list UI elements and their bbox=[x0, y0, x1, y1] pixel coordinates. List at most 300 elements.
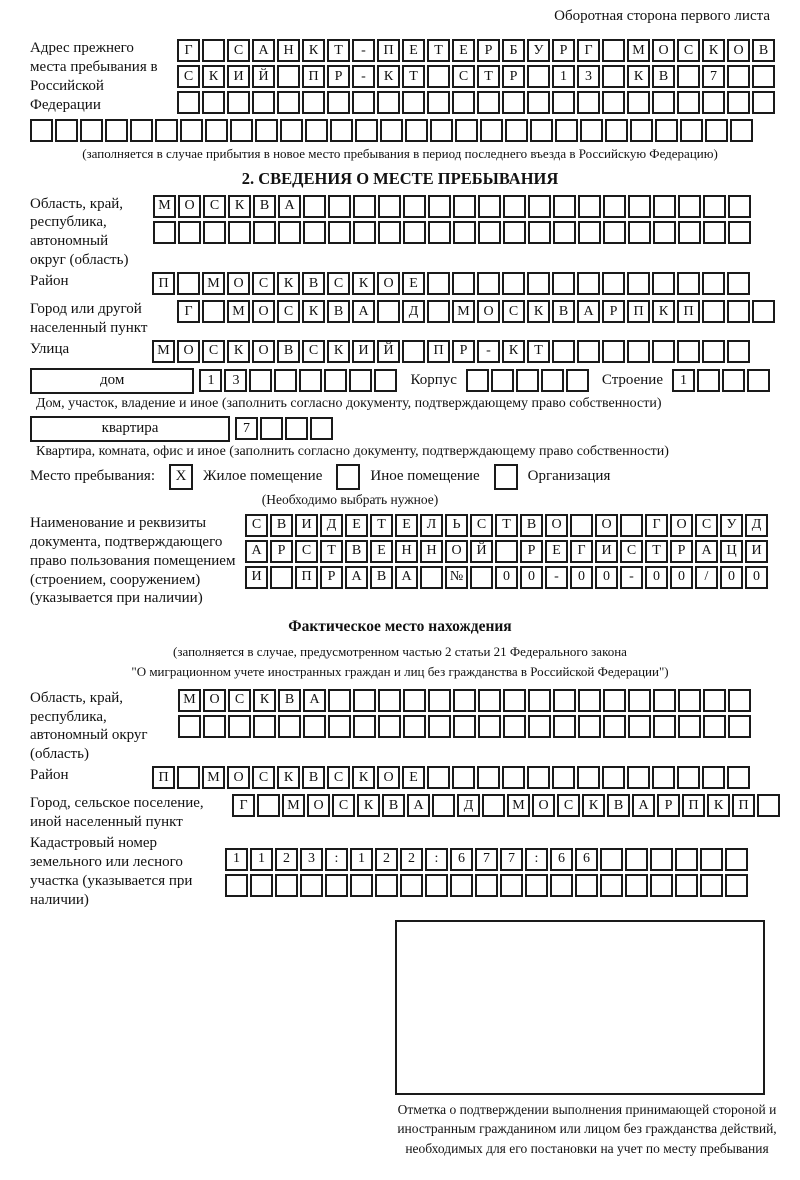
char-cell[interactable] bbox=[453, 715, 476, 738]
char-cell[interactable] bbox=[55, 119, 78, 142]
char-cell[interactable]: О bbox=[377, 766, 400, 789]
char-cell[interactable]: С bbox=[295, 540, 318, 563]
char-cell[interactable] bbox=[603, 689, 626, 712]
char-cell[interactable]: Е bbox=[545, 540, 568, 563]
char-cell[interactable] bbox=[257, 794, 280, 817]
char-cell[interactable] bbox=[378, 195, 401, 218]
char-cell[interactable] bbox=[353, 195, 376, 218]
char-cell[interactable] bbox=[605, 119, 628, 142]
char-cell[interactable]: К bbox=[227, 340, 250, 363]
char-cell[interactable]: Р bbox=[552, 39, 575, 62]
char-cell[interactable]: В bbox=[253, 195, 276, 218]
char-cell[interactable]: Д bbox=[457, 794, 480, 817]
char-cell[interactable]: Б bbox=[502, 39, 525, 62]
char-cell[interactable] bbox=[555, 119, 578, 142]
char-cell[interactable]: С bbox=[228, 689, 251, 712]
char-cell[interactable]: Ь bbox=[445, 514, 468, 537]
char-cell[interactable]: Н bbox=[277, 39, 300, 62]
char-cell[interactable]: П bbox=[302, 65, 325, 88]
char-cell[interactable]: С bbox=[327, 766, 350, 789]
char-cell[interactable]: С bbox=[452, 65, 475, 88]
char-cell[interactable]: К bbox=[352, 766, 375, 789]
char-cell[interactable] bbox=[552, 766, 575, 789]
char-cell[interactable] bbox=[628, 195, 651, 218]
char-cell[interactable]: П bbox=[152, 272, 175, 295]
char-cell[interactable] bbox=[400, 874, 423, 897]
char-cell[interactable] bbox=[427, 272, 450, 295]
char-cell[interactable] bbox=[727, 766, 750, 789]
char-cell[interactable]: Р bbox=[657, 794, 680, 817]
char-cell[interactable] bbox=[655, 119, 678, 142]
char-cell[interactable] bbox=[420, 566, 443, 589]
char-cell[interactable] bbox=[353, 715, 376, 738]
char-cell[interactable]: Е bbox=[452, 39, 475, 62]
char-cell[interactable]: М bbox=[227, 300, 250, 323]
char-cell[interactable]: М bbox=[282, 794, 305, 817]
char-cell[interactable]: - bbox=[545, 566, 568, 589]
char-cell[interactable] bbox=[260, 417, 283, 440]
char-cell[interactable]: 1 bbox=[672, 369, 695, 392]
char-cell[interactable] bbox=[349, 369, 372, 392]
char-cell[interactable]: Т bbox=[477, 65, 500, 88]
char-cell[interactable]: М bbox=[507, 794, 530, 817]
char-cell[interactable] bbox=[580, 119, 603, 142]
char-cell[interactable] bbox=[630, 119, 653, 142]
char-cell[interactable]: О bbox=[252, 340, 275, 363]
char-cell[interactable]: 7 bbox=[235, 417, 258, 440]
char-cell[interactable] bbox=[478, 715, 501, 738]
char-cell[interactable]: К bbox=[327, 340, 350, 363]
char-cell[interactable] bbox=[602, 272, 625, 295]
char-cell[interactable]: В bbox=[752, 39, 775, 62]
checkbox-other-premises[interactable] bbox=[336, 464, 360, 490]
char-cell[interactable] bbox=[627, 340, 650, 363]
char-cell[interactable] bbox=[477, 272, 500, 295]
char-cell[interactable] bbox=[675, 848, 698, 871]
char-cell[interactable]: К bbox=[277, 766, 300, 789]
char-cell[interactable] bbox=[375, 874, 398, 897]
char-cell[interactable]: 0 bbox=[720, 566, 743, 589]
char-cell[interactable]: Е bbox=[395, 514, 418, 537]
char-cell[interactable] bbox=[425, 874, 448, 897]
char-cell[interactable]: О bbox=[227, 766, 250, 789]
char-cell[interactable] bbox=[577, 272, 600, 295]
char-cell[interactable]: : bbox=[425, 848, 448, 871]
char-cell[interactable]: О bbox=[307, 794, 330, 817]
char-cell[interactable]: В bbox=[345, 540, 368, 563]
char-cell[interactable] bbox=[303, 221, 326, 244]
char-cell[interactable]: Е bbox=[402, 766, 425, 789]
char-cell[interactable]: М bbox=[202, 272, 225, 295]
char-cell[interactable]: О bbox=[252, 300, 275, 323]
char-cell[interactable]: К bbox=[357, 794, 380, 817]
char-cell[interactable] bbox=[455, 119, 478, 142]
char-cell[interactable]: С bbox=[177, 65, 200, 88]
char-cell[interactable]: 6 bbox=[575, 848, 598, 871]
char-cell[interactable] bbox=[527, 766, 550, 789]
char-cell[interactable] bbox=[105, 119, 128, 142]
char-cell[interactable] bbox=[627, 91, 650, 114]
char-cell[interactable]: Т bbox=[495, 514, 518, 537]
char-cell[interactable]: К bbox=[527, 300, 550, 323]
char-cell[interactable]: В bbox=[382, 794, 405, 817]
char-cell[interactable] bbox=[202, 91, 225, 114]
char-cell[interactable] bbox=[202, 39, 225, 62]
char-cell[interactable]: Р bbox=[320, 566, 343, 589]
char-cell[interactable]: К bbox=[277, 272, 300, 295]
char-cell[interactable] bbox=[478, 221, 501, 244]
char-cell[interactable]: К bbox=[582, 794, 605, 817]
char-cell[interactable] bbox=[202, 300, 225, 323]
char-cell[interactable] bbox=[466, 369, 489, 392]
char-cell[interactable]: Г bbox=[577, 39, 600, 62]
char-cell[interactable] bbox=[500, 874, 523, 897]
char-cell[interactable]: О bbox=[670, 514, 693, 537]
char-cell[interactable] bbox=[653, 715, 676, 738]
char-cell[interactable]: 6 bbox=[550, 848, 573, 871]
char-cell[interactable] bbox=[728, 221, 751, 244]
char-cell[interactable] bbox=[566, 369, 589, 392]
char-cell[interactable]: Р bbox=[477, 39, 500, 62]
char-cell[interactable]: В bbox=[270, 514, 293, 537]
char-cell[interactable]: - bbox=[477, 340, 500, 363]
char-cell[interactable]: П bbox=[152, 766, 175, 789]
char-cell[interactable]: Г bbox=[232, 794, 255, 817]
char-cell[interactable] bbox=[503, 221, 526, 244]
char-cell[interactable] bbox=[530, 119, 553, 142]
char-cell[interactable]: 3 bbox=[224, 369, 247, 392]
char-cell[interactable] bbox=[678, 689, 701, 712]
char-cell[interactable]: № bbox=[445, 566, 468, 589]
char-cell[interactable] bbox=[602, 39, 625, 62]
char-cell[interactable]: / bbox=[695, 566, 718, 589]
char-cell[interactable]: Е bbox=[370, 540, 393, 563]
char-cell[interactable]: 0 bbox=[645, 566, 668, 589]
char-cell[interactable] bbox=[203, 715, 226, 738]
char-cell[interactable]: 0 bbox=[745, 566, 768, 589]
char-cell[interactable] bbox=[355, 119, 378, 142]
char-cell[interactable] bbox=[553, 689, 576, 712]
char-cell[interactable] bbox=[578, 221, 601, 244]
char-cell[interactable] bbox=[280, 119, 303, 142]
char-cell[interactable] bbox=[228, 221, 251, 244]
char-cell[interactable]: У bbox=[720, 514, 743, 537]
char-cell[interactable]: И bbox=[352, 340, 375, 363]
char-cell[interactable]: 3 bbox=[577, 65, 600, 88]
char-cell[interactable]: К bbox=[502, 340, 525, 363]
char-cell[interactable] bbox=[677, 766, 700, 789]
char-cell[interactable] bbox=[278, 221, 301, 244]
char-cell[interactable]: 0 bbox=[595, 566, 618, 589]
char-cell[interactable]: 2 bbox=[375, 848, 398, 871]
char-cell[interactable] bbox=[577, 340, 600, 363]
char-cell[interactable] bbox=[480, 119, 503, 142]
char-cell[interactable] bbox=[450, 874, 473, 897]
char-cell[interactable] bbox=[428, 221, 451, 244]
char-cell[interactable] bbox=[155, 119, 178, 142]
char-cell[interactable] bbox=[478, 195, 501, 218]
char-cell[interactable] bbox=[502, 272, 525, 295]
char-cell[interactable] bbox=[495, 540, 518, 563]
house-type-box[interactable]: дом bbox=[30, 368, 194, 394]
char-cell[interactable]: 3 bbox=[300, 848, 323, 871]
char-cell[interactable] bbox=[575, 874, 598, 897]
char-cell[interactable]: 0 bbox=[570, 566, 593, 589]
char-cell[interactable] bbox=[578, 715, 601, 738]
char-cell[interactable]: Т bbox=[370, 514, 393, 537]
char-cell[interactable]: И bbox=[745, 540, 768, 563]
char-cell[interactable] bbox=[205, 119, 228, 142]
char-cell[interactable] bbox=[653, 195, 676, 218]
char-cell[interactable] bbox=[230, 119, 253, 142]
char-cell[interactable] bbox=[178, 221, 201, 244]
char-cell[interactable] bbox=[402, 91, 425, 114]
char-cell[interactable] bbox=[30, 119, 53, 142]
char-cell[interactable]: 1 bbox=[225, 848, 248, 871]
char-cell[interactable]: О bbox=[377, 272, 400, 295]
char-cell[interactable]: О bbox=[532, 794, 555, 817]
char-cell[interactable]: О bbox=[727, 39, 750, 62]
char-cell[interactable] bbox=[700, 848, 723, 871]
char-cell[interactable] bbox=[328, 195, 351, 218]
char-cell[interactable] bbox=[300, 874, 323, 897]
char-cell[interactable] bbox=[428, 195, 451, 218]
char-cell[interactable] bbox=[628, 689, 651, 712]
char-cell[interactable]: С bbox=[620, 540, 643, 563]
char-cell[interactable] bbox=[702, 91, 725, 114]
char-cell[interactable]: С bbox=[470, 514, 493, 537]
char-cell[interactable]: П bbox=[732, 794, 755, 817]
char-cell[interactable] bbox=[427, 300, 450, 323]
char-cell[interactable]: 0 bbox=[520, 566, 543, 589]
char-cell[interactable] bbox=[722, 369, 745, 392]
char-cell[interactable] bbox=[277, 91, 300, 114]
char-cell[interactable]: А bbox=[352, 300, 375, 323]
char-cell[interactable] bbox=[697, 369, 720, 392]
char-cell[interactable]: Й bbox=[470, 540, 493, 563]
char-cell[interactable] bbox=[678, 195, 701, 218]
char-cell[interactable]: В bbox=[302, 766, 325, 789]
char-cell[interactable]: О bbox=[477, 300, 500, 323]
char-cell[interactable]: Г bbox=[645, 514, 668, 537]
char-cell[interactable]: 7 bbox=[475, 848, 498, 871]
char-cell[interactable] bbox=[650, 848, 673, 871]
char-cell[interactable]: К bbox=[352, 272, 375, 295]
char-cell[interactable] bbox=[250, 874, 273, 897]
char-cell[interactable] bbox=[177, 272, 200, 295]
char-cell[interactable]: И bbox=[245, 566, 268, 589]
char-cell[interactable] bbox=[327, 91, 350, 114]
char-cell[interactable] bbox=[253, 715, 276, 738]
char-cell[interactable]: - bbox=[352, 39, 375, 62]
char-cell[interactable] bbox=[453, 221, 476, 244]
char-cell[interactable] bbox=[378, 221, 401, 244]
char-cell[interactable]: К bbox=[253, 689, 276, 712]
char-cell[interactable]: - bbox=[352, 65, 375, 88]
char-cell[interactable] bbox=[328, 221, 351, 244]
char-cell[interactable]: С bbox=[677, 39, 700, 62]
char-cell[interactable] bbox=[178, 715, 201, 738]
char-cell[interactable] bbox=[677, 91, 700, 114]
char-cell[interactable]: Г bbox=[570, 540, 593, 563]
char-cell[interactable] bbox=[628, 715, 651, 738]
char-cell[interactable] bbox=[453, 689, 476, 712]
char-cell[interactable] bbox=[377, 91, 400, 114]
checkbox-organization[interactable] bbox=[494, 464, 518, 490]
char-cell[interactable] bbox=[475, 874, 498, 897]
char-cell[interactable] bbox=[653, 689, 676, 712]
char-cell[interactable] bbox=[602, 91, 625, 114]
char-cell[interactable] bbox=[728, 715, 751, 738]
char-cell[interactable]: М bbox=[627, 39, 650, 62]
char-cell[interactable]: 2 bbox=[400, 848, 423, 871]
char-cell[interactable] bbox=[353, 221, 376, 244]
char-cell[interactable] bbox=[602, 340, 625, 363]
char-cell[interactable] bbox=[678, 715, 701, 738]
char-cell[interactable] bbox=[677, 340, 700, 363]
char-cell[interactable] bbox=[275, 874, 298, 897]
char-cell[interactable] bbox=[603, 221, 626, 244]
char-cell[interactable] bbox=[577, 766, 600, 789]
char-cell[interactable]: Р bbox=[602, 300, 625, 323]
char-cell[interactable] bbox=[728, 689, 751, 712]
char-cell[interactable] bbox=[402, 340, 425, 363]
char-cell[interactable] bbox=[432, 794, 455, 817]
char-cell[interactable]: Р bbox=[670, 540, 693, 563]
char-cell[interactable]: К bbox=[707, 794, 730, 817]
char-cell[interactable] bbox=[377, 300, 400, 323]
char-cell[interactable] bbox=[550, 874, 573, 897]
char-cell[interactable]: В bbox=[652, 65, 675, 88]
char-cell[interactable] bbox=[752, 300, 775, 323]
char-cell[interactable] bbox=[427, 91, 450, 114]
char-cell[interactable]: П bbox=[377, 39, 400, 62]
char-cell[interactable]: С bbox=[227, 39, 250, 62]
char-cell[interactable]: М bbox=[452, 300, 475, 323]
char-cell[interactable]: Р bbox=[270, 540, 293, 563]
char-cell[interactable] bbox=[285, 417, 308, 440]
char-cell[interactable] bbox=[452, 766, 475, 789]
char-cell[interactable] bbox=[728, 195, 751, 218]
char-cell[interactable] bbox=[403, 689, 426, 712]
char-cell[interactable] bbox=[403, 195, 426, 218]
char-cell[interactable] bbox=[153, 221, 176, 244]
char-cell[interactable] bbox=[378, 715, 401, 738]
char-cell[interactable] bbox=[675, 874, 698, 897]
char-cell[interactable] bbox=[757, 794, 780, 817]
char-cell[interactable] bbox=[325, 874, 348, 897]
char-cell[interactable]: Т bbox=[427, 39, 450, 62]
char-cell[interactable] bbox=[652, 766, 675, 789]
char-cell[interactable] bbox=[516, 369, 539, 392]
char-cell[interactable]: И bbox=[227, 65, 250, 88]
char-cell[interactable] bbox=[452, 272, 475, 295]
char-cell[interactable] bbox=[310, 417, 333, 440]
char-cell[interactable] bbox=[528, 195, 551, 218]
char-cell[interactable]: К bbox=[302, 39, 325, 62]
char-cell[interactable]: К bbox=[202, 65, 225, 88]
char-cell[interactable] bbox=[405, 119, 428, 142]
char-cell[interactable]: О bbox=[203, 689, 226, 712]
char-cell[interactable]: Г bbox=[177, 300, 200, 323]
char-cell[interactable]: К bbox=[302, 300, 325, 323]
char-cell[interactable]: С bbox=[252, 272, 275, 295]
char-cell[interactable] bbox=[203, 221, 226, 244]
char-cell[interactable] bbox=[628, 221, 651, 244]
char-cell[interactable] bbox=[299, 369, 322, 392]
char-cell[interactable] bbox=[602, 766, 625, 789]
char-cell[interactable] bbox=[482, 794, 505, 817]
char-cell[interactable]: С bbox=[327, 272, 350, 295]
char-cell[interactable] bbox=[378, 689, 401, 712]
char-cell[interactable]: В bbox=[302, 272, 325, 295]
apartment-type-box[interactable]: квартира bbox=[30, 416, 230, 442]
char-cell[interactable]: 1 bbox=[199, 369, 222, 392]
char-cell[interactable]: Й bbox=[252, 65, 275, 88]
char-cell[interactable] bbox=[177, 91, 200, 114]
char-cell[interactable] bbox=[252, 91, 275, 114]
char-cell[interactable] bbox=[752, 91, 775, 114]
char-cell[interactable] bbox=[350, 874, 373, 897]
char-cell[interactable]: А bbox=[407, 794, 430, 817]
char-cell[interactable]: К bbox=[627, 65, 650, 88]
char-cell[interactable]: О bbox=[445, 540, 468, 563]
char-cell[interactable]: Р bbox=[327, 65, 350, 88]
char-cell[interactable] bbox=[502, 91, 525, 114]
char-cell[interactable]: В bbox=[552, 300, 575, 323]
char-cell[interactable] bbox=[527, 65, 550, 88]
char-cell[interactable]: И bbox=[295, 514, 318, 537]
char-cell[interactable]: В bbox=[277, 340, 300, 363]
char-cell[interactable]: С bbox=[202, 340, 225, 363]
char-cell[interactable]: Т bbox=[645, 540, 668, 563]
char-cell[interactable] bbox=[577, 91, 600, 114]
char-cell[interactable] bbox=[430, 119, 453, 142]
char-cell[interactable] bbox=[403, 715, 426, 738]
char-cell[interactable] bbox=[428, 715, 451, 738]
char-cell[interactable] bbox=[303, 195, 326, 218]
char-cell[interactable]: А bbox=[577, 300, 600, 323]
char-cell[interactable]: Т bbox=[327, 39, 350, 62]
char-cell[interactable]: Г bbox=[177, 39, 200, 62]
char-cell[interactable]: В bbox=[607, 794, 630, 817]
char-cell[interactable]: Й bbox=[377, 340, 400, 363]
char-cell[interactable] bbox=[491, 369, 514, 392]
char-cell[interactable]: С bbox=[695, 514, 718, 537]
char-cell[interactable] bbox=[228, 715, 251, 738]
char-cell[interactable] bbox=[380, 119, 403, 142]
char-cell[interactable]: М bbox=[202, 766, 225, 789]
char-cell[interactable] bbox=[727, 65, 750, 88]
char-cell[interactable]: П bbox=[627, 300, 650, 323]
char-cell[interactable]: С bbox=[502, 300, 525, 323]
char-cell[interactable] bbox=[677, 272, 700, 295]
char-cell[interactable] bbox=[752, 65, 775, 88]
char-cell[interactable] bbox=[652, 272, 675, 295]
char-cell[interactable]: 1 bbox=[350, 848, 373, 871]
char-cell[interactable] bbox=[652, 340, 675, 363]
char-cell[interactable] bbox=[703, 715, 726, 738]
char-cell[interactable]: С bbox=[557, 794, 580, 817]
char-cell[interactable] bbox=[578, 195, 601, 218]
char-cell[interactable]: Е bbox=[345, 514, 368, 537]
char-cell[interactable] bbox=[541, 369, 564, 392]
char-cell[interactable] bbox=[177, 766, 200, 789]
char-cell[interactable]: 7 bbox=[500, 848, 523, 871]
char-cell[interactable] bbox=[180, 119, 203, 142]
char-cell[interactable]: В bbox=[278, 689, 301, 712]
char-cell[interactable]: 0 bbox=[670, 566, 693, 589]
